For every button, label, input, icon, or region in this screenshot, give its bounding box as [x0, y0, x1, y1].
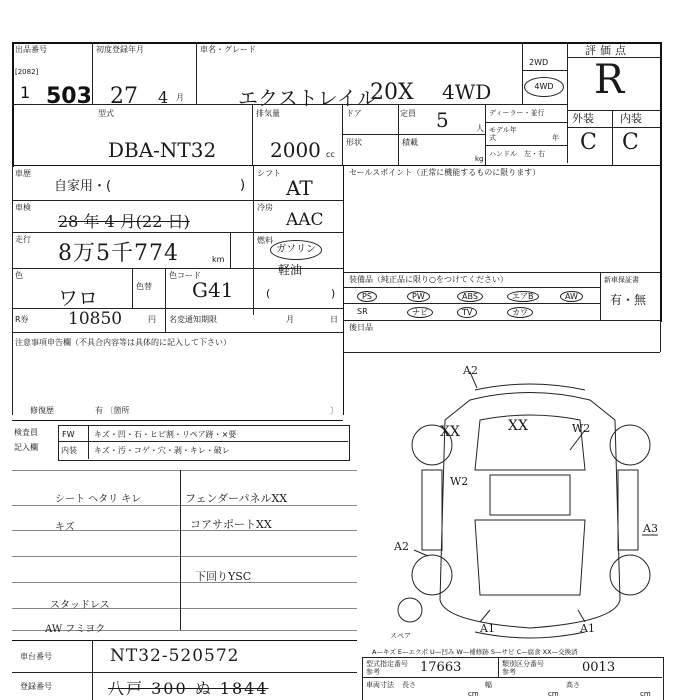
- displacement-value: 2000: [270, 138, 321, 162]
- color-change-label: 色替: [136, 282, 152, 291]
- km-unit: km: [212, 255, 225, 264]
- type-label: 型式: [98, 109, 114, 118]
- yen-unit: 円: [148, 315, 156, 324]
- drive: 4WD: [442, 80, 492, 104]
- lot-number-prefix: 1: [20, 83, 31, 102]
- model-label: 車名・グレード: [200, 45, 256, 54]
- fuel-label: 燃料: [257, 236, 273, 245]
- interior-label: 内装: [620, 112, 642, 125]
- comment-left-2: キズ: [55, 522, 75, 533]
- repair-value: 有 〔箇所: [95, 406, 130, 415]
- shift-value: AT: [286, 176, 313, 200]
- ref-label: 参考: [366, 668, 380, 676]
- comment-left-1: シート ヘタリ キレ: [55, 494, 142, 505]
- comment-right-2: コアサポートXX: [190, 518, 272, 531]
- equipment-item-row2: カワ: [507, 307, 533, 318]
- fuel-paren-close: ): [331, 287, 336, 300]
- mark-a1-left: A1: [480, 622, 495, 635]
- comment-bottom-1: スタッドレス: [50, 600, 110, 611]
- equipment-item-row1: PS: [357, 291, 377, 302]
- equipment-label: 装備品（純正品に限り○をつけてください）: [349, 275, 508, 284]
- chassis-label: 車台番号: [20, 652, 52, 661]
- model-year-unit: 年: [552, 134, 559, 142]
- comment-right-3: 下回りYSC: [195, 570, 252, 583]
- cc-unit: cc: [326, 150, 335, 159]
- fuel-gasoline: ガソリン: [270, 240, 322, 260]
- model-name: エクストレイル: [238, 86, 377, 110]
- model-year-label: モデル年式: [489, 126, 517, 142]
- repair-label: 修復歴: [30, 406, 54, 415]
- equipment-item-row1: エアB: [507, 291, 539, 302]
- exterior-grade: C: [580, 130, 597, 155]
- mark-w2-left: W2: [450, 475, 469, 488]
- width-cm: cm: [548, 690, 559, 698]
- score-label: 評価点: [585, 44, 630, 57]
- length-cm: cm: [468, 690, 479, 698]
- mark-a1-right: A1: [580, 622, 595, 635]
- comment-right-1: フェンダーパネルXX: [185, 492, 288, 505]
- selling-points-label: セールスポイント（正常に機能するものに限ります）: [349, 168, 541, 177]
- color-code-label: 色コード: [169, 271, 201, 280]
- type-cert-value: 17663: [420, 660, 462, 675]
- color-code-value: G41: [192, 278, 234, 302]
- recycle-label: R券: [15, 315, 29, 324]
- ac-value: AAC: [286, 210, 324, 230]
- displacement-label: 排気量: [256, 109, 280, 118]
- lot-sub: [2082]: [15, 68, 39, 76]
- ac-label: 冷房: [257, 203, 273, 212]
- lot-label: 出品番号: [15, 45, 47, 54]
- type-value: DBA-NT32: [108, 138, 217, 162]
- equipment-item-row1: AW: [560, 291, 583, 302]
- opt-4wd: 4WD: [524, 77, 564, 97]
- interior-check-label: 内装: [61, 446, 77, 455]
- mark-a2-bottom: A2: [394, 540, 409, 553]
- new-cert-label: 新車保証書: [604, 276, 639, 284]
- notes-label: 注意事項申告欄（不具合内容等は具体的に記入して下さい）: [15, 338, 231, 347]
- interior-grade: C: [622, 130, 639, 155]
- mark-w2-right: W2: [572, 422, 591, 435]
- class-label: 類別区分番号: [502, 660, 544, 668]
- lot-number: 503: [46, 84, 92, 109]
- handle-options: 左・右: [524, 150, 545, 158]
- reg-year: 27: [110, 84, 138, 109]
- mileage-value: 8万5千774: [58, 241, 179, 266]
- mark-xx-left: XX: [440, 424, 460, 440]
- spare-label: スペア: [390, 632, 411, 640]
- usage-value: 自家用・(: [54, 179, 112, 194]
- expiry-month: 月: [286, 315, 294, 324]
- color-label: 色: [15, 271, 23, 280]
- recycle-value: 10850: [68, 309, 123, 329]
- inspector-label: 検査員: [14, 428, 38, 437]
- dealer-label: ディーラー・並行: [489, 109, 545, 117]
- height-label: 高さ: [566, 681, 580, 689]
- exterior-label: 外装: [572, 112, 594, 125]
- first-reg-label: 初度登録年月: [96, 45, 144, 54]
- equipment-item-row1: ABS: [457, 291, 483, 302]
- repair-close: 〕: [330, 406, 338, 415]
- ref-label-2: 参考: [502, 668, 516, 676]
- score-value: R: [594, 57, 625, 103]
- inspection-label: 車検: [15, 203, 31, 212]
- rear-seat-label: 後日品: [349, 323, 373, 332]
- expiry-day: 日: [330, 315, 338, 324]
- person-unit: 人: [476, 124, 484, 133]
- reg-label: 登録番号: [20, 682, 52, 691]
- record-label: 記入欄: [14, 443, 38, 452]
- length-label: 長さ: [402, 681, 416, 689]
- reg-value: 八戸 300 ぬ 1844: [108, 679, 269, 698]
- kg-unit: kg: [475, 155, 484, 163]
- new-cert-value: 有・無: [610, 293, 647, 307]
- shift-label: シフト: [257, 169, 281, 178]
- load-label: 積載: [402, 138, 418, 147]
- comment-bottom-2: AW フミヨク: [45, 624, 106, 635]
- equipment-item-row1: PW: [407, 291, 430, 302]
- mileage-label: 走行: [15, 235, 31, 244]
- color-value: ワロ: [58, 286, 98, 310]
- size-label: 車両寸法: [366, 681, 394, 689]
- mark-a2-top: A2: [463, 364, 478, 377]
- expiry-label: 名変通知期限: [169, 315, 217, 324]
- usage-close: ): [240, 178, 246, 193]
- interior-check-text: キズ・汚・コゲ・穴・剥・キレ・破レ: [94, 446, 230, 455]
- equipment-item-row2: ナビ: [407, 307, 433, 318]
- month-unit: 月: [176, 93, 184, 102]
- mark-a3: A3: [643, 522, 658, 535]
- chassis-value: NT32-520572: [110, 646, 240, 666]
- handle-label: ハンドル: [489, 150, 517, 158]
- fuel-paren-open: (: [266, 287, 271, 300]
- class-value: 0013: [582, 660, 616, 675]
- mark-xx-center: XX: [508, 418, 528, 434]
- doors-label: ドア: [346, 109, 362, 118]
- fw-text: キズ・凹・石・ヒビ割・リペア跡・×要: [94, 430, 237, 439]
- capacity-value: 5: [436, 108, 449, 132]
- reg-month: 4: [158, 88, 169, 107]
- opt-2wd: 2WD: [529, 58, 549, 67]
- damage-legend: A—キズ E—エクボ U—凹み W—補修跡 S—サビ C—腐食 XX—交換済: [372, 648, 578, 656]
- width-label: 幅: [485, 681, 492, 689]
- shape-label: 形状: [346, 138, 362, 147]
- grade: 20X: [370, 80, 414, 105]
- fuel-diesel: 軽油: [278, 263, 303, 277]
- capacity-label: 定員: [400, 109, 416, 118]
- type-cert-label: 型式指定番号: [366, 660, 408, 668]
- equipment-item-row2: TV: [457, 307, 477, 318]
- fw-label: FW: [62, 430, 75, 439]
- car-damage-diagram: [380, 360, 670, 650]
- usage-label: 車歴: [15, 169, 31, 178]
- height-cm: cm: [640, 690, 651, 698]
- equipment-item-row2: SR: [357, 307, 368, 316]
- inspection-value: 28 年 4 月(22 日): [58, 212, 190, 231]
